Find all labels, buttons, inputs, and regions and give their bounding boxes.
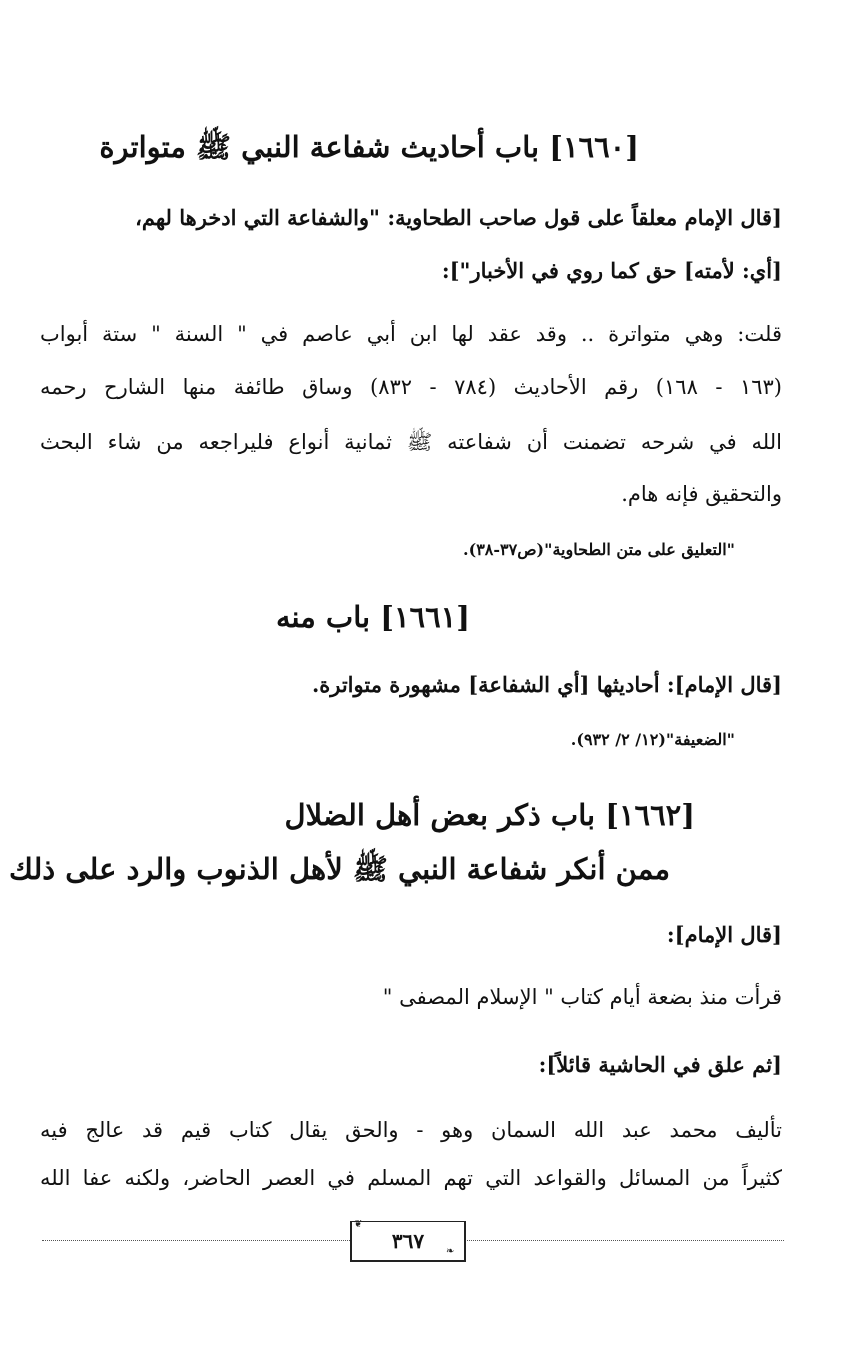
ornament-top-icon: ❦ bbox=[354, 1219, 363, 1230]
s2-reference: "الضعيفة"(١٢/ ٢/ ٩٣٢). bbox=[570, 730, 735, 749]
s1-paragraph-line3: الله في شرحه تضمنت أن شفاعته ﷺ ثمانية أنواع فليراجعه من شاء البحث bbox=[40, 430, 782, 454]
section-1662-heading-line2: ممن أنكر شفاعة النبي ﷺ لأهل الذنوب والرد على ذلك bbox=[9, 852, 670, 886]
ornament-bottom-icon: ❧ bbox=[446, 1246, 455, 1257]
footer-rule-left bbox=[42, 1240, 350, 1241]
s1-paragraph-line2: (١٦٣ - ١٦٨) رقم الأحاديث (٧٨٤ - ٨٣٢) وساق طائفة منها الشارح رحمه bbox=[40, 375, 782, 399]
s3-label: [قال الإمام]: bbox=[666, 922, 782, 947]
s3-line1: قرأت منذ بضعة أيام كتاب " الإسلام المصفى " bbox=[382, 985, 782, 1009]
section-1660-heading: [١٦٦٠] باب أحاديث شفاعة النبي ﷺ متواترة bbox=[99, 130, 639, 164]
s3-line2: [ثم علق في الحاشية قائلاً]: bbox=[538, 1052, 782, 1077]
s1-paragraph-line1: قلت: وهي متواترة .. وقد عقد لها ابن أبي عاصم في " السنة " ستة أبواب bbox=[40, 322, 782, 346]
section-1662-heading-line1: [١٦٦٢] باب ذكر بعض أهل الضلال bbox=[284, 798, 695, 832]
s3-line3: تأليف محمد عبد الله السمان وهو - والحق يقال كتاب قيم قد عالج فيه bbox=[40, 1118, 782, 1142]
s1-intro-line1: [قال الإمام معلقاً على قول صاحب الطحاوية: "والشفاعة التي ادخرها لهم، bbox=[135, 205, 782, 230]
footer-rule-right bbox=[462, 1240, 784, 1241]
s1-paragraph-line4: والتحقيق فإنه هام. bbox=[621, 482, 782, 506]
page-number: ٣٦٧ bbox=[350, 1221, 466, 1262]
section-1661-heading: [١٦٦١] باب منه bbox=[275, 600, 470, 634]
s3-line4: كثيراً من المسائل والقواعد التي تهم المسلم في العصر الحاضر، ولكنه عفا الله bbox=[40, 1166, 782, 1190]
s1-intro-line2: [أي: لأمته] حق كما روي في الأخبار"]: bbox=[441, 258, 782, 283]
s1-reference: "التعليق على متن الطحاوية"(ص٣٧-٣٨). bbox=[463, 540, 735, 559]
s2-text: [قال الإمام]: أحاديثها [أي الشفاعة] مشهورة متواترة. bbox=[311, 672, 782, 697]
